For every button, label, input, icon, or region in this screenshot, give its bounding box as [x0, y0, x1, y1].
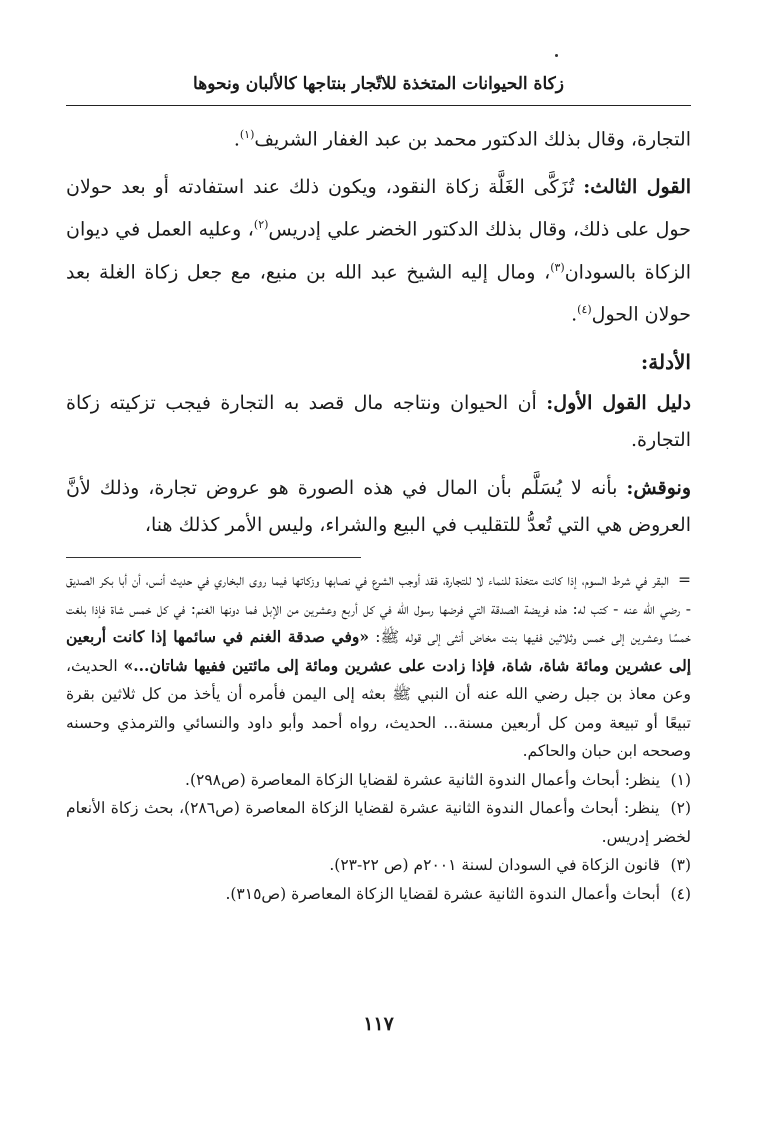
paragraph-third-opinion: القول الثالث: تُزَكَّى الغَلَّة زكاة النقود، ويكون ذلك عند استفادته أو بعد حولان حول على ذلك، وقال بذلك الدكتور الخضر علي إدريس$^{(٢)}$، وعليه العمل في ديوان الزكاة بالسودان$^{(٣)}$، ومال إليه الشيخ عبد الله بن منيع، مع جعل زكاة الغلة بعد حولان الحول$^{(٤)}$. — [66, 176, 692, 326]
footnote-rule — [66, 557, 361, 558]
section-heading: الأدلة: — [640, 350, 691, 375]
footnote-item: (٢) ينظر: أبحاث وأعمال الندوة الثانية عشرة لقضايا الزكاة المعاصرة (ص٢٨٦)، بحث زكاة الأنعام لخضر إدريس. — [66, 799, 691, 846]
page-dot — [555, 54, 558, 57]
header-rule — [66, 105, 691, 106]
book-page — [66, 0, 691, 1121]
paragraph-label: دليل القول الأول: — [546, 392, 691, 415]
footnote-item: (١) ينظر: أبحاث وأعمال الندوة الثانية عشرة لقضايا الزكاة المعاصرة (ص٢٩٨). — [185, 770, 691, 789]
footnote-ref-1: (١) — [239, 128, 255, 141]
footnote-item: (٤) أبحاث وأعمال الندوة الثانية عشرة لقضايا الزكاة المعاصرة (ص٣١٥). — [225, 884, 691, 903]
continuation-mark: = — [678, 571, 691, 589]
footnotes — [66, 566, 691, 908]
paragraph-label: القول الثالث: — [583, 176, 692, 199]
footnote-ref-4: (٤) — [577, 302, 592, 316]
page-number: ١١٧ — [363, 1013, 394, 1035]
footnote-continuation: =البقر في شرط السوم، إذا كانت متخذة للنماء لا للتجارة، فقد أوجب الشرع في نصابها وزكاتها فيما روى البخاري في حديث أنس، أن أبا بكر الصديق - رضي الله عنه - كتب له: هذه فريضة الصدقة التي فرضها رسول الله في كل أربع وعشرين من الإبل فما دونها الغنم: في كل خمس شاة فإذا بلغت خمسًا وعشرين إلى خمس وثلاثين ففيها بنت مخاض أنثى إلى قوله ﷺ: «وفي صدقة الغنم في سائمها إذا كانت أربعين إلى عشرين ومائة شاة، شاة، فإذا زادت على عشرين ومائة إلى مائتين ففيها شاتان...» الحديث، وعن معاذ بن جبل رضي الله عنه أن النبي ﷺ بعثه إلى اليمن فأمره أن يأخذ من كل ثلاثين بقرة تبيعًا أو تبيعة ومن كل أربعين مسنة... الحديث، رواه أحمد وأبو داود والنسائي والترمذي وحسنه وصححه ابن حبان والحاكم. — [66, 566, 691, 766]
hadith-quote: «وفي صدقة الغنم في سائمها إذا كانت أربعين إلى عشرين ومائة شاة، شاة، فإذا زادت على عشرين ومائة إلى مائتين ففيها شاتان...» — [66, 627, 691, 675]
paragraph-label: ونوقش: — [626, 477, 691, 500]
main-text — [66, 116, 691, 555]
footnote-item: (٣) قانون الزكاة في السودان لسنة ٢٠٠١م (ص ٢٢-٢٣). — [329, 856, 691, 874]
paragraph-1: التجارة، وقال بذلك الدكتور محمد بن عبد الغفار الشريف$^{(١)}$. — [233, 128, 691, 151]
running-head: زكاة الحيوانات المتخذة للاتّجار بنتاجها كالألبان ونحوها — [193, 74, 564, 94]
footnote-ref-2: (٢) — [253, 218, 269, 232]
paragraph-rebuttal: ونوقش: بأنه لا يُسَلَّم بأن المال في هذه الصورة هو عروض تجارة، وذلك لأنَّ العروض هي التي تُعدُّ للتقليب في البيع والشراء، وليس الأمر كذلك هنا، — [66, 477, 691, 537]
paragraph-evidence: دليل القول الأول: أن الحيوان ونتاجه مال قصد به التجارة فيجب تزكيته زكاة التجارة. — [66, 392, 691, 452]
footnote-ref-3: (٣) — [550, 260, 565, 274]
